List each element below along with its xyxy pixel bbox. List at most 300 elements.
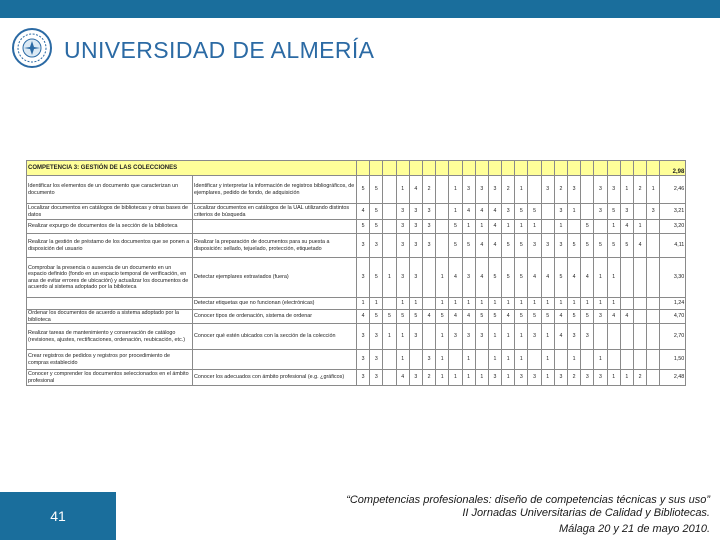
score-cell: [594, 324, 607, 350]
score-cell: [528, 350, 541, 370]
score-cell: 5: [594, 234, 607, 258]
score-cell: [383, 298, 396, 310]
competence-cell: Localizar documentos en catálogos de bibliotecas y otras bases de datos: [27, 204, 193, 220]
score-cell: [436, 220, 449, 234]
score-cell: [383, 350, 396, 370]
score-cell: 4: [462, 204, 475, 220]
score-cell: 1: [633, 220, 646, 234]
score-cell: 1: [594, 350, 607, 370]
score-cell: 3: [554, 234, 567, 258]
score-cell: 1: [475, 370, 488, 386]
score-cell: 5: [383, 310, 396, 324]
score-cell: 1: [594, 258, 607, 298]
score-cell: 3: [594, 310, 607, 324]
indicator-cell: Realizar la preparación de documentos para su puesta a disposición: sellado, tejuelado, protección, etiquetado: [193, 234, 357, 258]
score-cell: 3: [475, 176, 488, 204]
score-cell: 1: [541, 324, 554, 350]
competence-table: [26, 160, 686, 400]
score-cell: 1: [541, 370, 554, 386]
score-cell: 3: [370, 324, 383, 350]
score-cell: 1: [475, 298, 488, 310]
score-cell: 5: [515, 204, 528, 220]
score-cell: [528, 176, 541, 204]
header-score-cell: [502, 161, 515, 176]
score-cell: 5: [357, 176, 370, 204]
score-cell: 5: [370, 310, 383, 324]
score-cell: [568, 220, 581, 234]
header-score-cell: [396, 161, 409, 176]
score-cell: 3: [607, 176, 620, 204]
header-score-cell: [462, 161, 475, 176]
score-cell: 3: [488, 370, 501, 386]
score-cell: 2: [568, 370, 581, 386]
score-cell: [647, 324, 660, 350]
score-cell: 4: [357, 310, 370, 324]
header-score-cell: [488, 161, 501, 176]
indicator-cell: Conocer qué estén ubicados con la sección de la colección: [193, 324, 357, 350]
score-cell: 1: [502, 220, 515, 234]
row-total: 3,30: [660, 258, 686, 298]
score-cell: 1: [528, 298, 541, 310]
competence-cell: Identificar los elementos de un documento que caracterizan un documento: [27, 176, 193, 204]
score-cell: 1: [357, 298, 370, 310]
header-score-cell: [554, 161, 567, 176]
indicator-cell: Localizar documentos en catálogos de la UAL utilizando distintos criterios de búsqueda: [193, 204, 357, 220]
score-cell: 1: [502, 298, 515, 310]
score-cell: [436, 204, 449, 220]
score-cell: 1: [515, 350, 528, 370]
score-cell: 3: [409, 220, 422, 234]
score-cell: [449, 350, 462, 370]
score-cell: 5: [528, 310, 541, 324]
competence-cell: Conocer y comprender los documentos seleccionados en el ámbito profesional: [27, 370, 193, 386]
table-row: [27, 176, 686, 204]
score-cell: 3: [594, 204, 607, 220]
score-cell: 3: [422, 350, 435, 370]
indicator-cell: Conocer los adecuados con ámbito profesional (e.g. ¿gráficos): [193, 370, 357, 386]
score-cell: 5: [581, 234, 594, 258]
score-cell: 3: [422, 204, 435, 220]
university-seal-icon: [12, 28, 52, 68]
score-cell: [647, 310, 660, 324]
score-cell: [409, 350, 422, 370]
header-score-cell: [541, 161, 554, 176]
score-cell: 1: [462, 350, 475, 370]
score-cell: 3: [370, 350, 383, 370]
score-cell: 4: [607, 310, 620, 324]
score-cell: 2: [633, 370, 646, 386]
score-cell: 5: [515, 258, 528, 298]
table-row: [27, 204, 686, 220]
score-cell: 5: [449, 220, 462, 234]
score-cell: 3: [462, 324, 475, 350]
score-cell: 5: [581, 220, 594, 234]
header-score-cell: [422, 161, 435, 176]
table-row: [27, 370, 686, 386]
score-cell: 4: [357, 204, 370, 220]
score-cell: 5: [488, 258, 501, 298]
score-cell: 3: [620, 204, 633, 220]
score-cell: [383, 370, 396, 386]
score-cell: 5: [568, 310, 581, 324]
score-cell: 1: [607, 220, 620, 234]
header-score-cell: [633, 161, 646, 176]
indicator-cell: Detectar etiquetas que no funcionan (electrónicas): [193, 298, 357, 310]
header-score-cell: [594, 161, 607, 176]
score-cell: 1: [620, 176, 633, 204]
score-cell: 3: [462, 176, 475, 204]
row-total: 2,70: [660, 324, 686, 350]
header-score-cell: [647, 161, 660, 176]
score-cell: 5: [396, 310, 409, 324]
table-row: [27, 258, 686, 298]
score-cell: 3: [554, 370, 567, 386]
score-cell: 5: [554, 258, 567, 298]
score-cell: 5: [502, 258, 515, 298]
row-total: 3,21: [660, 204, 686, 220]
score-cell: [541, 220, 554, 234]
score-cell: 5: [528, 204, 541, 220]
score-cell: 5: [568, 234, 581, 258]
score-cell: 3: [409, 324, 422, 350]
score-cell: 2: [554, 176, 567, 204]
score-cell: 1: [515, 324, 528, 350]
score-cell: [581, 204, 594, 220]
score-cell: 5: [607, 204, 620, 220]
score-cell: 4: [488, 220, 501, 234]
footer-title: “Competencias profesionales: diseño de competencias técnicas y sus uso”: [346, 494, 710, 506]
row-total: 4,70: [660, 310, 686, 324]
score-cell: 1: [607, 370, 620, 386]
score-cell: 2: [422, 176, 435, 204]
score-cell: 1: [449, 176, 462, 204]
university-name: UNIVERSIDAD DE ALMERÍA: [64, 37, 375, 63]
header-score-cell: [370, 161, 383, 176]
header-score-cell: [581, 161, 594, 176]
score-cell: 3: [568, 324, 581, 350]
score-cell: 1: [568, 350, 581, 370]
score-cell: [554, 350, 567, 370]
score-cell: 1: [396, 176, 409, 204]
competence-cell: Realizar la gestión de préstamo de los documentos que se ponen a disposición del usuario: [27, 234, 193, 258]
score-cell: 5: [357, 220, 370, 234]
table-title: COMPETENCIA 3: GESTIÓN DE LAS COLECCIONES: [27, 161, 357, 176]
score-cell: [647, 258, 660, 298]
score-cell: 3: [396, 220, 409, 234]
row-total: 4,11: [660, 234, 686, 258]
score-cell: 3: [357, 350, 370, 370]
score-cell: [607, 350, 620, 370]
footer-date: Málaga 20 y 21 de mayo 2010.: [558, 523, 710, 535]
score-cell: [620, 350, 633, 370]
score-cell: 3: [396, 234, 409, 258]
score-cell: 4: [554, 324, 567, 350]
score-cell: 3: [594, 370, 607, 386]
score-cell: 3: [422, 234, 435, 258]
score-cell: [581, 350, 594, 370]
table-row: [27, 220, 686, 234]
score-cell: 1: [607, 298, 620, 310]
score-cell: 1: [396, 298, 409, 310]
score-cell: 1: [488, 324, 501, 350]
score-cell: 4: [449, 258, 462, 298]
score-cell: [422, 298, 435, 310]
indicator-cell: Identificar y interpretar la información de registros bibliográficos, de ejemplares, pedido de fondo, de adquisición: [193, 176, 357, 204]
score-cell: 1: [554, 220, 567, 234]
competence-cell: [27, 298, 193, 310]
header-score-cell: [383, 161, 396, 176]
competence-cell: Realizar expurgo de documentos de la sección de la biblioteca: [27, 220, 193, 234]
score-cell: 5: [370, 220, 383, 234]
score-cell: 1: [568, 298, 581, 310]
score-cell: 3: [449, 324, 462, 350]
score-cell: 5: [581, 310, 594, 324]
score-cell: 4: [502, 310, 515, 324]
score-cell: 1: [449, 298, 462, 310]
score-cell: 1: [647, 176, 660, 204]
score-cell: 1: [502, 370, 515, 386]
header-score-cell: [436, 161, 449, 176]
score-cell: 1: [449, 370, 462, 386]
table-row: [27, 310, 686, 324]
score-cell: 3: [581, 324, 594, 350]
score-cell: 3: [528, 234, 541, 258]
score-cell: [475, 350, 488, 370]
score-cell: 3: [396, 204, 409, 220]
score-cell: [633, 310, 646, 324]
score-cell: 2: [502, 176, 515, 204]
score-cell: 4: [554, 310, 567, 324]
score-cell: [620, 258, 633, 298]
score-cell: 4: [488, 204, 501, 220]
score-cell: 3: [370, 370, 383, 386]
header-score-cell: [568, 161, 581, 176]
score-cell: 1: [515, 298, 528, 310]
score-cell: 1: [383, 324, 396, 350]
score-cell: 1: [396, 324, 409, 350]
indicator-cell: [193, 350, 357, 370]
table-header-row: [27, 161, 686, 176]
score-cell: 5: [515, 234, 528, 258]
score-cell: [633, 298, 646, 310]
score-cell: 3: [475, 324, 488, 350]
score-cell: 1: [383, 258, 396, 298]
table-row: [27, 298, 686, 310]
score-cell: 3: [488, 176, 501, 204]
score-cell: [647, 298, 660, 310]
score-cell: 1: [436, 350, 449, 370]
score-cell: 1: [436, 298, 449, 310]
score-cell: 1: [594, 298, 607, 310]
score-cell: 5: [515, 310, 528, 324]
row-total: 1,50: [660, 350, 686, 370]
score-cell: 4: [475, 204, 488, 220]
score-cell: 4: [620, 220, 633, 234]
score-cell: 4: [633, 234, 646, 258]
footer-event: II Jornadas Universitarias de Calidad y Bibliotecas.: [462, 507, 710, 519]
header-score-cell: [357, 161, 370, 176]
score-cell: 5: [620, 234, 633, 258]
score-cell: [383, 176, 396, 204]
score-cell: 1: [515, 176, 528, 204]
score-cell: 4: [462, 310, 475, 324]
header-score-cell: [409, 161, 422, 176]
row-total: 2,46: [660, 176, 686, 204]
score-cell: 3: [409, 258, 422, 298]
score-cell: 3: [357, 324, 370, 350]
score-cell: [422, 324, 435, 350]
score-cell: 1: [436, 324, 449, 350]
score-cell: [620, 324, 633, 350]
score-cell: 5: [409, 310, 422, 324]
score-cell: 3: [357, 370, 370, 386]
score-cell: [436, 176, 449, 204]
score-cell: 1: [449, 204, 462, 220]
score-cell: 3: [581, 370, 594, 386]
indicator-cell: [193, 220, 357, 234]
score-cell: 3: [528, 324, 541, 350]
score-cell: 1: [607, 258, 620, 298]
score-cell: 4: [528, 258, 541, 298]
score-cell: 1: [502, 324, 515, 350]
score-cell: 3: [357, 258, 370, 298]
score-cell: 1: [541, 298, 554, 310]
score-cell: 3: [422, 220, 435, 234]
score-cell: [647, 234, 660, 258]
score-cell: [422, 258, 435, 298]
score-cell: 3: [515, 370, 528, 386]
score-cell: [647, 370, 660, 386]
score-cell: 5: [436, 310, 449, 324]
header-score-cell: [515, 161, 528, 176]
overall-score: 2,98: [660, 161, 686, 176]
score-cell: [647, 350, 660, 370]
score-cell: 5: [607, 234, 620, 258]
score-cell: 1: [396, 350, 409, 370]
header-score-cell: [528, 161, 541, 176]
score-cell: 3: [409, 370, 422, 386]
score-cell: 3: [462, 258, 475, 298]
score-cell: 4: [422, 310, 435, 324]
score-cell: 5: [370, 204, 383, 220]
competence-cell: Crear registros de pedidos y registros por procedimiento de compras establecido: [27, 350, 193, 370]
header-score-cell: [449, 161, 462, 176]
score-cell: 1: [515, 220, 528, 234]
score-cell: 1: [462, 298, 475, 310]
score-cell: 3: [528, 370, 541, 386]
score-cell: 4: [409, 176, 422, 204]
score-cell: [541, 204, 554, 220]
score-cell: 5: [541, 310, 554, 324]
header-score-cell: [607, 161, 620, 176]
score-cell: [581, 176, 594, 204]
score-cell: 3: [357, 234, 370, 258]
score-cell: 4: [581, 258, 594, 298]
score-cell: [383, 220, 396, 234]
score-cell: [633, 204, 646, 220]
score-cell: 1: [370, 298, 383, 310]
score-cell: 1: [409, 298, 422, 310]
score-cell: 3: [370, 234, 383, 258]
score-cell: 1: [568, 204, 581, 220]
score-cell: 4: [568, 258, 581, 298]
score-cell: 5: [370, 258, 383, 298]
score-cell: 4: [449, 310, 462, 324]
score-cell: 1: [488, 298, 501, 310]
score-cell: [620, 298, 633, 310]
score-cell: [383, 204, 396, 220]
score-cell: 1: [475, 220, 488, 234]
table-row: [27, 350, 686, 370]
score-cell: 4: [475, 234, 488, 258]
top-bar: [0, 0, 720, 18]
indicator-cell: Conocer tipos de ordenación, sistema de ordenar: [193, 310, 357, 324]
row-total: 1,24: [660, 298, 686, 310]
score-cell: 4: [396, 370, 409, 386]
row-total: 2,48: [660, 370, 686, 386]
score-cell: 3: [568, 176, 581, 204]
score-cell: 4: [541, 258, 554, 298]
header-score-cell: [620, 161, 633, 176]
score-cell: 3: [541, 176, 554, 204]
score-cell: 1: [528, 220, 541, 234]
score-cell: 1: [581, 298, 594, 310]
score-cell: 3: [647, 204, 660, 220]
score-cell: [594, 220, 607, 234]
score-cell: [633, 350, 646, 370]
score-cell: 5: [462, 234, 475, 258]
competence-cell: Realizar tareas de mantenimiento y conservación de catálogo (revisiones, ajustes, rectificaciones, ordenación, reubicación, etc.): [27, 324, 193, 350]
score-cell: 1: [541, 350, 554, 370]
score-cell: 5: [475, 310, 488, 324]
score-cell: 1: [436, 258, 449, 298]
score-cell: 4: [475, 258, 488, 298]
score-cell: 1: [488, 350, 501, 370]
score-cell: [383, 234, 396, 258]
page-number: 41: [0, 492, 116, 540]
competence-cell: Comprobar la presencia o ausencia de un documento en un espacio definido (fondo en un espacio temporal de verificación, en aras de evitar errores de ubicación) y actualizar los documentos de acuerdo al sistema adoptado por la biblioteca: [27, 258, 193, 298]
indicator-cell: Detectar ejemplares extraviados (fuera): [193, 258, 357, 298]
score-cell: 2: [633, 176, 646, 204]
score-cell: 1: [554, 298, 567, 310]
score-cell: 1: [462, 220, 475, 234]
score-cell: [633, 258, 646, 298]
table-row: [27, 324, 686, 350]
score-cell: 3: [594, 176, 607, 204]
score-cell: 4: [488, 234, 501, 258]
score-cell: 5: [449, 234, 462, 258]
score-cell: 1: [436, 370, 449, 386]
score-cell: 1: [502, 350, 515, 370]
score-cell: 3: [541, 234, 554, 258]
score-cell: 3: [554, 204, 567, 220]
score-cell: 1: [462, 370, 475, 386]
competence-cell: Ordenar los documentos de acuerdo a sistema adoptado por la biblioteca: [27, 310, 193, 324]
score-cell: 3: [502, 204, 515, 220]
score-cell: 5: [502, 234, 515, 258]
score-cell: 3: [396, 258, 409, 298]
score-cell: 2: [422, 370, 435, 386]
score-cell: 4: [620, 310, 633, 324]
score-cell: 5: [488, 310, 501, 324]
score-cell: 3: [409, 234, 422, 258]
score-cell: 5: [370, 176, 383, 204]
row-total: 3,20: [660, 220, 686, 234]
score-cell: [633, 324, 646, 350]
score-cell: 3: [409, 204, 422, 220]
score-cell: [436, 234, 449, 258]
table-row: [27, 234, 686, 258]
